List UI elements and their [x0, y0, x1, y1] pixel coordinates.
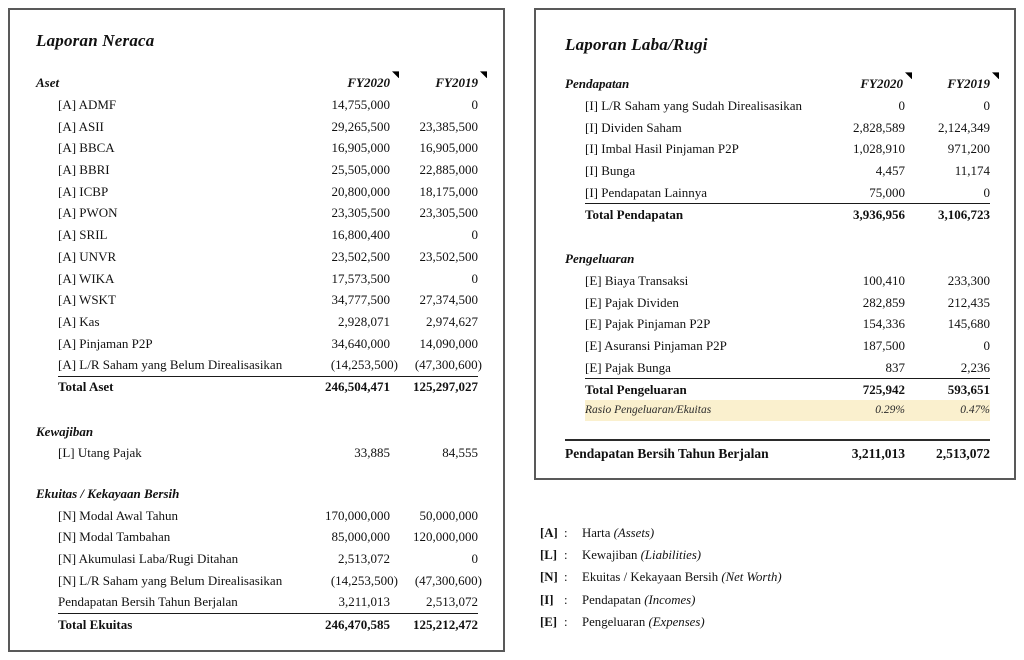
fy2019-value: 233,300 [947, 272, 990, 288]
balance-sheet-table [36, 72, 482, 635]
column-header-label: FY2019 [947, 76, 990, 92]
legend-code: [E] [540, 615, 558, 630]
table-row [585, 270, 990, 292]
column-header-label: FY2020 [860, 76, 903, 92]
fy2020-value: 34,777,500 [331, 292, 390, 308]
fy2020-value: 29,265,500 [331, 118, 390, 134]
fy2019-value: 0 [983, 337, 990, 353]
legend-row [534, 544, 782, 566]
row-label: Total Aset [58, 379, 114, 395]
section-header-ekuitas: Ekuitas / Kekayaan Bersih [36, 486, 180, 502]
row-label: [A] ADMF [58, 97, 117, 113]
table-row [58, 224, 478, 246]
fy2019-value: 971,200 [947, 141, 990, 157]
fy2020-value: 3,211,013 [851, 445, 905, 461]
table-row [58, 115, 478, 137]
total-pendapatan-row [585, 203, 990, 225]
row-label: Pendapatan Bersih Tahun Berjalan [58, 594, 238, 610]
fy2019-value: 0 [471, 551, 478, 567]
note-indicator-icon [992, 72, 999, 79]
row-label: [E] Pajak Bunga [585, 359, 671, 375]
column-header-label: FY2019 [435, 75, 478, 91]
row-label: [A] ICBP [58, 183, 109, 199]
section-header-pendapatan: Pendapatan [565, 76, 630, 92]
legend-label [582, 615, 705, 630]
row-label: [I] Bunga [585, 163, 636, 179]
row-label: Total Pendapatan [585, 206, 684, 222]
fy2019-value: 125,212,472 [413, 616, 478, 632]
row-label: [A] ASII [58, 118, 104, 134]
table-row [585, 356, 990, 378]
fy2019-value: 0 [983, 184, 990, 200]
fy2019-value: 145,680 [947, 316, 990, 332]
table-row [58, 548, 478, 570]
table-row [585, 181, 990, 203]
row-label: Total Ekuitas [58, 616, 133, 632]
section-header-aset: Aset [36, 75, 60, 91]
legend-english-term: (Expenses) [648, 615, 705, 630]
column-header-fy2020[interactable] [302, 75, 390, 90]
fy2019-value: 2,513,072 [936, 445, 990, 461]
fy2019-value: 23,305,500 [419, 205, 478, 221]
fy2020-value: 16,905,000 [331, 140, 390, 156]
ekuitas-rows [36, 504, 482, 612]
fy2020-value: 246,504,471 [325, 379, 390, 395]
fy2019-value: (47,300,600) [414, 357, 482, 373]
fy2020-value: 2,513,072 [338, 551, 390, 567]
legend-name: Pengeluaran [582, 615, 646, 630]
section-header-row [36, 420, 478, 442]
row-label: [N] Akumulasi Laba/Rugi Ditahan [58, 551, 239, 567]
fy2019-value: 0.47% [960, 403, 990, 416]
fy2020-value: 75,000 [869, 184, 905, 200]
fy2020-value: 14,755,000 [331, 97, 390, 113]
pendapatan-rows [565, 95, 990, 203]
legend-name: Kewajiban [582, 548, 638, 563]
fy2020-value: 4,457 [875, 163, 905, 179]
legend-code: [I] [540, 592, 554, 607]
fy2019-value: 593,651 [947, 381, 990, 397]
fy2020-value: 23,502,500 [331, 248, 390, 264]
fy2019-value: 0 [471, 270, 478, 286]
fy2020-value: 725,942 [862, 381, 905, 397]
fy2019-value: 212,435 [947, 294, 990, 310]
fy2019-value: 0 [983, 98, 990, 114]
section-header-pengeluaran: Pengeluaran [565, 251, 635, 267]
legend-row [534, 522, 782, 544]
row-label: Rasio Pengeluaran/Ekuitas [585, 403, 712, 416]
legend [534, 522, 782, 634]
fy2020-value: 0 [898, 98, 905, 114]
legend-label [582, 570, 782, 585]
legend-name: Harta [582, 525, 611, 540]
section-header-row [36, 483, 478, 505]
legend-row [534, 567, 782, 589]
legend-separator: : [564, 592, 568, 607]
income-statement-table [565, 73, 990, 465]
total-pengeluaran-row [585, 378, 990, 400]
fy2019-value: 50,000,000 [419, 507, 478, 523]
column-header-label: FY2020 [347, 75, 390, 91]
fy2019-value: 23,502,500 [419, 248, 478, 264]
fy2019-value: 2,513,072 [426, 594, 478, 610]
fy2020-value: 17,573,500 [331, 270, 390, 286]
row-label: [A] WIKA [58, 270, 115, 286]
fy2020-value: 85,000,000 [331, 529, 390, 545]
fy2020-value: 154,336 [862, 316, 905, 332]
table-row [58, 267, 478, 289]
table-row [58, 180, 478, 202]
row-label: [I] Dividen Saham [585, 119, 682, 135]
legend-row [534, 612, 782, 634]
table-row [58, 504, 478, 526]
fy2020-value: 1,028,910 [853, 141, 905, 157]
section-header-kewajiban: Kewajiban [36, 423, 94, 439]
column-header-fy2019[interactable] [390, 75, 478, 90]
fy2019-value: 0 [471, 227, 478, 243]
legend-code: [N] [540, 570, 558, 585]
legend-separator: : [564, 525, 568, 540]
kewajiban-rows [36, 442, 478, 464]
fy2020-value: 100,410 [862, 272, 905, 288]
row-label: [A] Kas [58, 313, 100, 329]
legend-separator: : [564, 615, 568, 630]
page-title: Laporan Laba/Rugi [565, 35, 708, 54]
row-label: [A] WSKT [58, 292, 116, 308]
row-label: [N] L/R Saham yang Belum Direalisasikan [58, 572, 283, 588]
table-row [585, 160, 990, 182]
table-row [585, 138, 990, 160]
row-label: [L] Utang Pajak [58, 445, 142, 461]
fy2020-value: 25,505,000 [331, 162, 390, 178]
fy2020-value: 20,800,000 [331, 183, 390, 199]
row-label: [I] Imbal Hasil Pinjaman P2P [585, 141, 739, 157]
legend-row [534, 589, 782, 611]
fy2020-value: 34,640,000 [331, 335, 390, 351]
fy2019-value: 84,555 [442, 445, 478, 461]
column-header-fy2019[interactable] [903, 76, 990, 91]
table-row [58, 591, 478, 613]
table-row [58, 354, 482, 376]
fy2019-value: 16,905,000 [419, 140, 478, 156]
table-row [58, 289, 478, 311]
row-label: [A] BBRI [58, 162, 110, 178]
legend-english-term: (Incomes) [644, 592, 696, 607]
fy2019-value: 2,974,627 [426, 313, 478, 329]
legend-separator: : [564, 570, 568, 585]
fy2020-value: 3,936,956 [853, 206, 905, 222]
fy2019-value: 125,297,027 [413, 379, 478, 395]
table-row [58, 311, 478, 333]
fy2019-value: 2,124,349 [938, 119, 990, 135]
note-indicator-icon [480, 71, 487, 78]
row-label: [E] Biaya Transaksi [585, 272, 689, 288]
fy2019-value: 120,000,000 [413, 529, 478, 545]
row-label: Total Pengeluaran [585, 381, 687, 397]
row-label: [E] Asuransi Pinjaman P2P [585, 337, 727, 353]
fy2019-value: 0 [471, 97, 478, 113]
legend-english-term: (Net Worth) [721, 570, 782, 585]
row-label: [I] L/R Saham yang Sudah Direalisasikan [585, 98, 802, 114]
fy2020-value: 33,885 [354, 445, 390, 461]
column-header-fy2020[interactable] [818, 76, 903, 91]
fy2020-value: 837 [885, 359, 905, 375]
fy2020-value: 2,928,071 [338, 313, 390, 329]
ratio-row [585, 400, 990, 422]
legend-name: Pendapatan [582, 592, 641, 607]
fy2019-value: 2,236 [960, 359, 990, 375]
fy2020-value: (14,253,500) [330, 572, 398, 588]
row-label: [A] L/R Saham yang Belum Direalisasikan [58, 357, 283, 373]
section-header-row [565, 248, 990, 270]
fy2020-value: 23,305,500 [331, 205, 390, 221]
table-row [58, 442, 478, 464]
fy2020-value: 3,211,013 [338, 594, 390, 610]
table-row [585, 291, 990, 313]
table-row [585, 116, 990, 138]
fy2020-value: (14,253,500) [330, 357, 398, 373]
income-statement-panel [534, 8, 1016, 480]
row-label: [A] SRIL [58, 227, 108, 243]
pengeluaran-section [565, 248, 990, 422]
net-income-row [565, 439, 990, 465]
total-aset-row [58, 376, 478, 398]
legend-english-term: (Liabilities) [640, 548, 702, 563]
legend-name: Ekuitas / Kekayaan Bersih [582, 570, 719, 585]
aset-rows [36, 94, 482, 376]
table-row [585, 313, 990, 335]
fy2020-value: 170,000,000 [325, 507, 390, 523]
table-row [58, 137, 478, 159]
table-row [58, 332, 478, 354]
fy2020-value: 0.29% [875, 403, 905, 416]
table-header-row [36, 72, 478, 94]
fy2019-value: (47,300,600) [414, 572, 482, 588]
fy2019-value: 18,175,000 [419, 183, 478, 199]
fy2020-value: 16,800,400 [331, 227, 390, 243]
row-label: [I] Pendapatan Lainnya [585, 184, 708, 200]
fy2020-value: 282,859 [862, 294, 905, 310]
legend-code: [L] [540, 548, 558, 563]
fy2019-value: 22,885,000 [419, 162, 478, 178]
total-ekuitas-row [58, 613, 478, 635]
table-row [585, 95, 990, 117]
row-label: [A] UNVR [58, 248, 117, 264]
legend-code: [A] [540, 525, 558, 540]
legend-label [582, 593, 695, 608]
fy2019-value: 3,106,723 [938, 206, 990, 222]
legend-english-term: (Assets) [613, 525, 655, 540]
table-header-row [565, 73, 990, 95]
table-row [58, 246, 478, 268]
table-row [58, 202, 478, 224]
row-label: [A] Pinjaman P2P [58, 335, 153, 351]
table-row [585, 335, 990, 357]
pengeluaran-rows [565, 270, 990, 378]
table-row [58, 569, 482, 591]
table-row [58, 526, 478, 548]
row-label: [A] BBCA [58, 140, 115, 156]
fy2019-value: 27,374,500 [419, 292, 478, 308]
fy2019-value: 11,174 [954, 163, 990, 179]
balance-sheet-panel [8, 8, 505, 652]
fy2020-value: 246,470,585 [325, 616, 390, 632]
kewajiban-section [36, 420, 478, 463]
legend-rows [534, 522, 782, 634]
legend-label [582, 526, 654, 541]
row-label: [E] Pajak Pinjaman P2P [585, 316, 711, 332]
table-row [58, 159, 478, 181]
page-title: Laporan Neraca [36, 31, 155, 50]
fy2019-value: 23,385,500 [419, 118, 478, 134]
row-label: [A] PWON [58, 205, 118, 221]
legend-separator: : [564, 548, 568, 563]
row-label: [N] Modal Tambahan [58, 529, 171, 545]
table-row [58, 94, 478, 116]
fy2020-value: 2,828,589 [853, 119, 905, 135]
row-label: [E] Pajak Dividen [585, 294, 679, 310]
legend-label [582, 548, 701, 563]
fy2019-value: 14,090,000 [419, 335, 478, 351]
fy2020-value: 187,500 [862, 337, 905, 353]
row-label: Pendapatan Bersih Tahun Berjalan [565, 445, 769, 461]
row-label: [N] Modal Awal Tahun [58, 507, 179, 523]
ekuitas-section [36, 483, 482, 635]
